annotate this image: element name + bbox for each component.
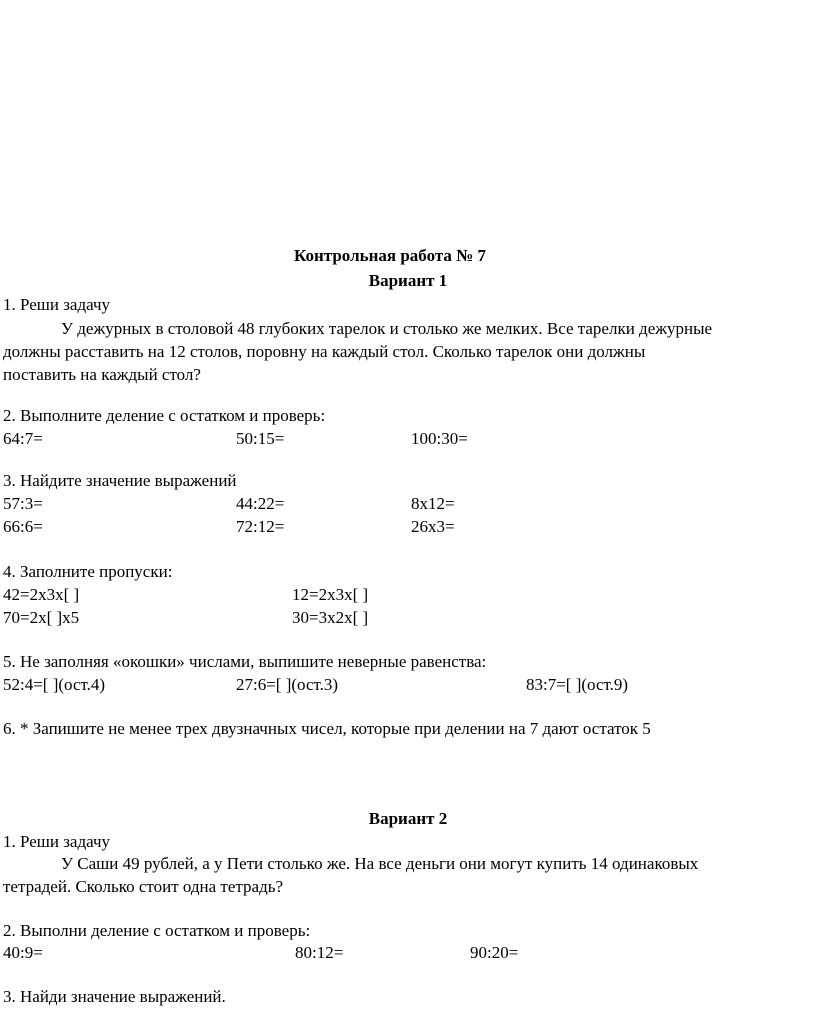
v2-task1-line: У Саши 49 рублей, а у Пети столько же. На все деньги они могут купить 14 одинаковых: [61, 854, 699, 873]
v1-task4-expr: 42=2х3х[ ]: [3, 585, 80, 604]
v1-task3-expr: 72:12=: [236, 517, 285, 536]
v1-task6-title: 6. * Запишите не менее трех двузначных чисел, которые при делении на 7 дают остаток 5: [3, 719, 651, 738]
v1-task3-title: 3. Найдите значение выражений: [3, 471, 237, 490]
v1-task5-expr: 83:7=[ ](ост.9): [526, 675, 629, 694]
v1-task3-expr: 26х3=: [411, 517, 455, 536]
page-title: Контрольная работа № 7: [294, 246, 486, 265]
v1-task4-expr: 30=3х2х[ ]: [292, 608, 369, 627]
v2-task1-title: 1. Реши задачу: [3, 832, 111, 851]
variant-1-heading: Вариант 1: [368, 271, 448, 290]
v1-task3-expr: 8х12=: [411, 494, 455, 513]
v1-task5-expr: 52:4=[ ](ост.4): [3, 675, 106, 694]
v2-task1-line: тетрадей. Сколько стоит одна тетрадь?: [3, 877, 284, 896]
v1-task1-line: должны расставить на 12 столов, поровну на каждый стол. Сколько тарелок они должны: [3, 342, 646, 361]
v2-task2-expr: 80:12=: [295, 943, 344, 962]
v2-task2-expr: 40:9=: [3, 943, 43, 962]
v1-task4-title: 4. Заполните пропуски:: [3, 562, 173, 581]
v1-task3-expr: 44:22=: [236, 494, 285, 513]
v1-task1-line: У дежурных в столовой 48 глубоких тарелок и столько же мелких. Все тарелки дежурные: [61, 319, 713, 338]
v1-task2-expr: 64:7=: [3, 429, 43, 448]
v1-task5-title: 5. Не заполняя «окошки» числами, выпишите неверные равенства:: [3, 652, 487, 671]
v1-task1-title: 1. Реши задачу: [3, 295, 111, 314]
v2-task2-title: 2. Выполни деление с остатком и проверь:: [3, 921, 311, 940]
v1-task2-title: 2. Выполните деление с остатком и проверь:: [3, 406, 326, 425]
v2-task3-title: 3. Найди значение выражений.: [3, 987, 226, 1006]
v1-task4-expr: 70=2х[ ]х5: [3, 608, 80, 627]
v1-task1-line: поставить на каждый стол?: [3, 365, 201, 384]
v2-task2-expr: 90:20=: [470, 943, 519, 962]
v1-task5-expr: 27:6=[ ](ост.3): [236, 675, 339, 694]
v1-task3-expr: 66:6=: [3, 517, 43, 536]
v1-task3-expr: 57:3=: [3, 494, 43, 513]
v1-task2-expr: 50:15=: [236, 429, 285, 448]
v1-task2-expr: 100:30=: [411, 429, 468, 448]
v1-task4-expr: 12=2х3х[ ]: [292, 585, 369, 604]
variant-2-heading: Вариант 2: [368, 809, 448, 828]
